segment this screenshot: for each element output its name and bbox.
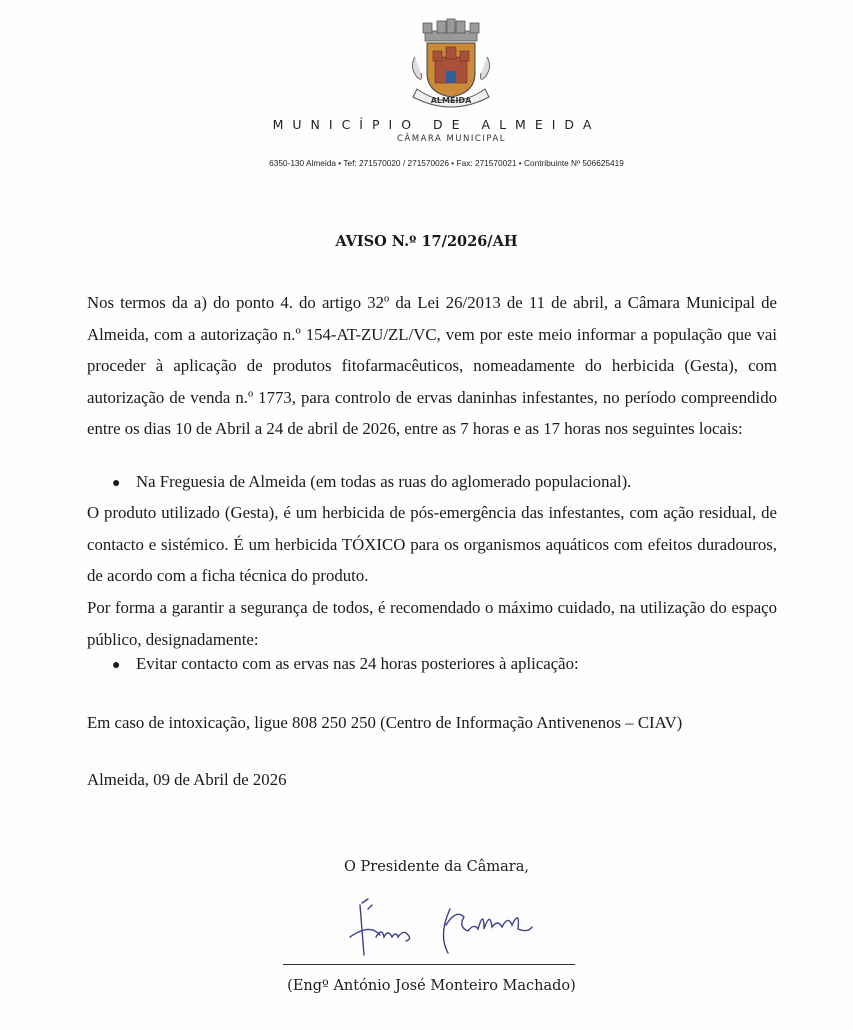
precaution-text: Evitar contacto com as ervas nas 24 horas posteriores à aplicação: bbox=[136, 654, 579, 673]
council-name: CÂMARA MUNICIPAL bbox=[397, 134, 506, 144]
crest-label: ALMEIDA bbox=[430, 96, 472, 105]
precaution-list-item bbox=[112, 652, 579, 678]
notice-title: AVISO N.º 17/2026/AH bbox=[335, 233, 518, 250]
paragraph-product-info: O produto utilizado (Gesta), é um herbicida de pós-emergência das infestantes, com ação residual, de contacto e sistémico. É um herbicida TÓXICO para os organismos aquáticos com efeitos duradouros, de acordo com a ficha técnica do produto. bbox=[87, 503, 777, 585]
bullet-icon: ● bbox=[112, 658, 121, 673]
handwritten-signature-icon bbox=[340, 895, 590, 965]
place-date: Almeida, 09 de Abril de 2026 bbox=[87, 770, 287, 789]
contact-line: 6350-130 Almeida • Tef: 271570020 / 271570026 • Fax: 271570021 • Contribuinte Nº 506625419 bbox=[269, 158, 624, 168]
location-text: Na Freguesia de Almeida (em todas as ruas do aglomerado populacional). bbox=[136, 472, 632, 491]
signatory-name: (Engº António José Monteiro Machado) bbox=[287, 978, 576, 994]
paragraph-legal-basis: Nos termos da a) do ponto 4. do artigo 32º da Lei 26/2013 de 11 de abril, a Câmara Municipal de Almeida, com a autorização n.º 154-AT-ZU/ZL/VC, vem por este meio informar a população que vai proceder à aplicação de produtos fitofarmacêuticos, nomeadamente do herbicida (Gesta), com autorização de venda n.º 1773, para controlo de ervas daninhas infestantes, no período compreendido entre os dias 10 de Abril a 24 de abril de 2026, entre as 7 horas e as 17 horas nos seguintes locais: bbox=[87, 293, 777, 438]
municipality-name: MUNICÍPIO DE ALMEIDA bbox=[272, 117, 601, 132]
location-list-item bbox=[112, 470, 631, 496]
paragraph-safety: Por forma a garantir a segurança de todos, é recomendado o máximo cuidado, na utilização do espaço público, designadamente: bbox=[87, 598, 777, 649]
municipal-crest-icon bbox=[403, 17, 499, 109]
mural-crown bbox=[423, 19, 479, 41]
signature-line bbox=[283, 964, 575, 965]
signatory-role: O Presidente da Câmara, bbox=[344, 859, 529, 875]
emergency-contact: Em caso de intoxicação, ligue 808 250 250 (Centro de Informação Antivenenos – CIAV) bbox=[87, 713, 683, 732]
bullet-icon: ● bbox=[112, 476, 121, 491]
